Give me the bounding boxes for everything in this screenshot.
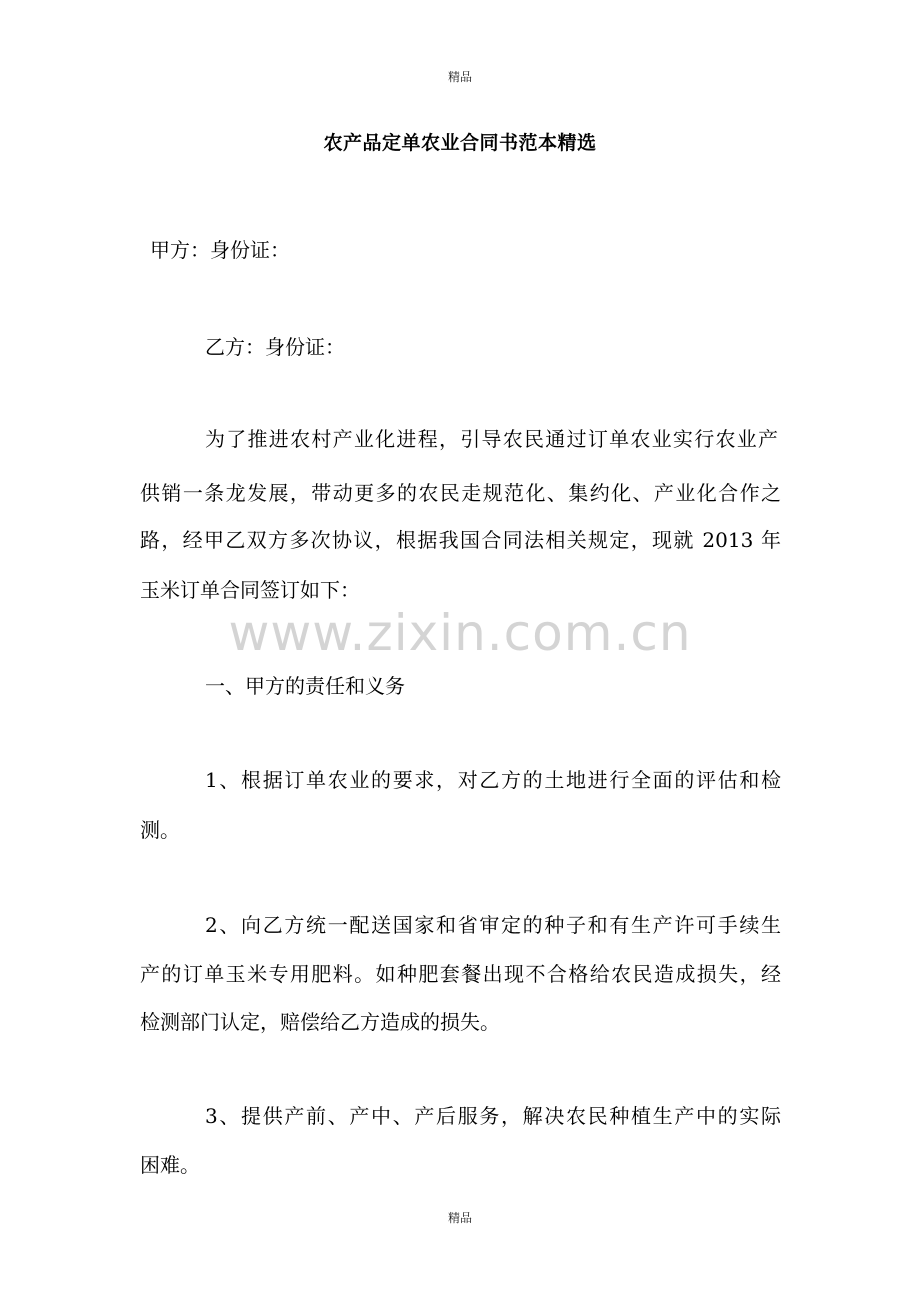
item-3-line-1: 3、提供产前、产中、产后服务，解决农民种植生产中的实际 <box>205 1104 781 1128</box>
watermark: www.zixin.com.cn <box>228 604 692 662</box>
intro-line-1: 为了推进农村产业化进程，引导农民通过订单农业实行农业产 <box>205 427 778 451</box>
item-1-line-2: 测。 <box>140 818 180 842</box>
item-2-line-3: 检测部门认定，赔偿给乙方造成的损失。 <box>140 1010 500 1034</box>
item-3-line-2: 困难。 <box>140 1153 200 1177</box>
header-mark: 精品 <box>447 70 472 84</box>
item-2-line-1: 2、向乙方统一配送国家和省审定的种子和有生产许可手续生 <box>205 913 781 937</box>
intro-line-2: 供销一条龙发展，带动更多的农民走规范化、集约化、产业化合作之 <box>140 481 781 505</box>
party-a-line: 甲方：身份证： <box>150 238 290 262</box>
item-1-line-1: 1、根据订单农业的要求，对乙方的土地进行全面的评估和检 <box>205 768 781 792</box>
footer-mark: 精品 <box>447 1211 472 1225</box>
document-title: 农产品定单农业合同书范本精选 <box>323 132 597 154</box>
section-1-heading: 一、甲方的责任和义务 <box>205 674 405 698</box>
intro-line-3: 路，经甲乙双方多次协议，根据我国合同法相关规定，现就 2013 年 <box>140 528 781 552</box>
party-b-line: 乙方：身份证： <box>205 335 345 359</box>
item-2-line-2: 产的订单玉米专用肥料。如种肥套餐出现不合格给农民造成损失，经 <box>140 962 781 986</box>
intro-line-4: 玉米订单合同签订如下： <box>140 578 360 602</box>
